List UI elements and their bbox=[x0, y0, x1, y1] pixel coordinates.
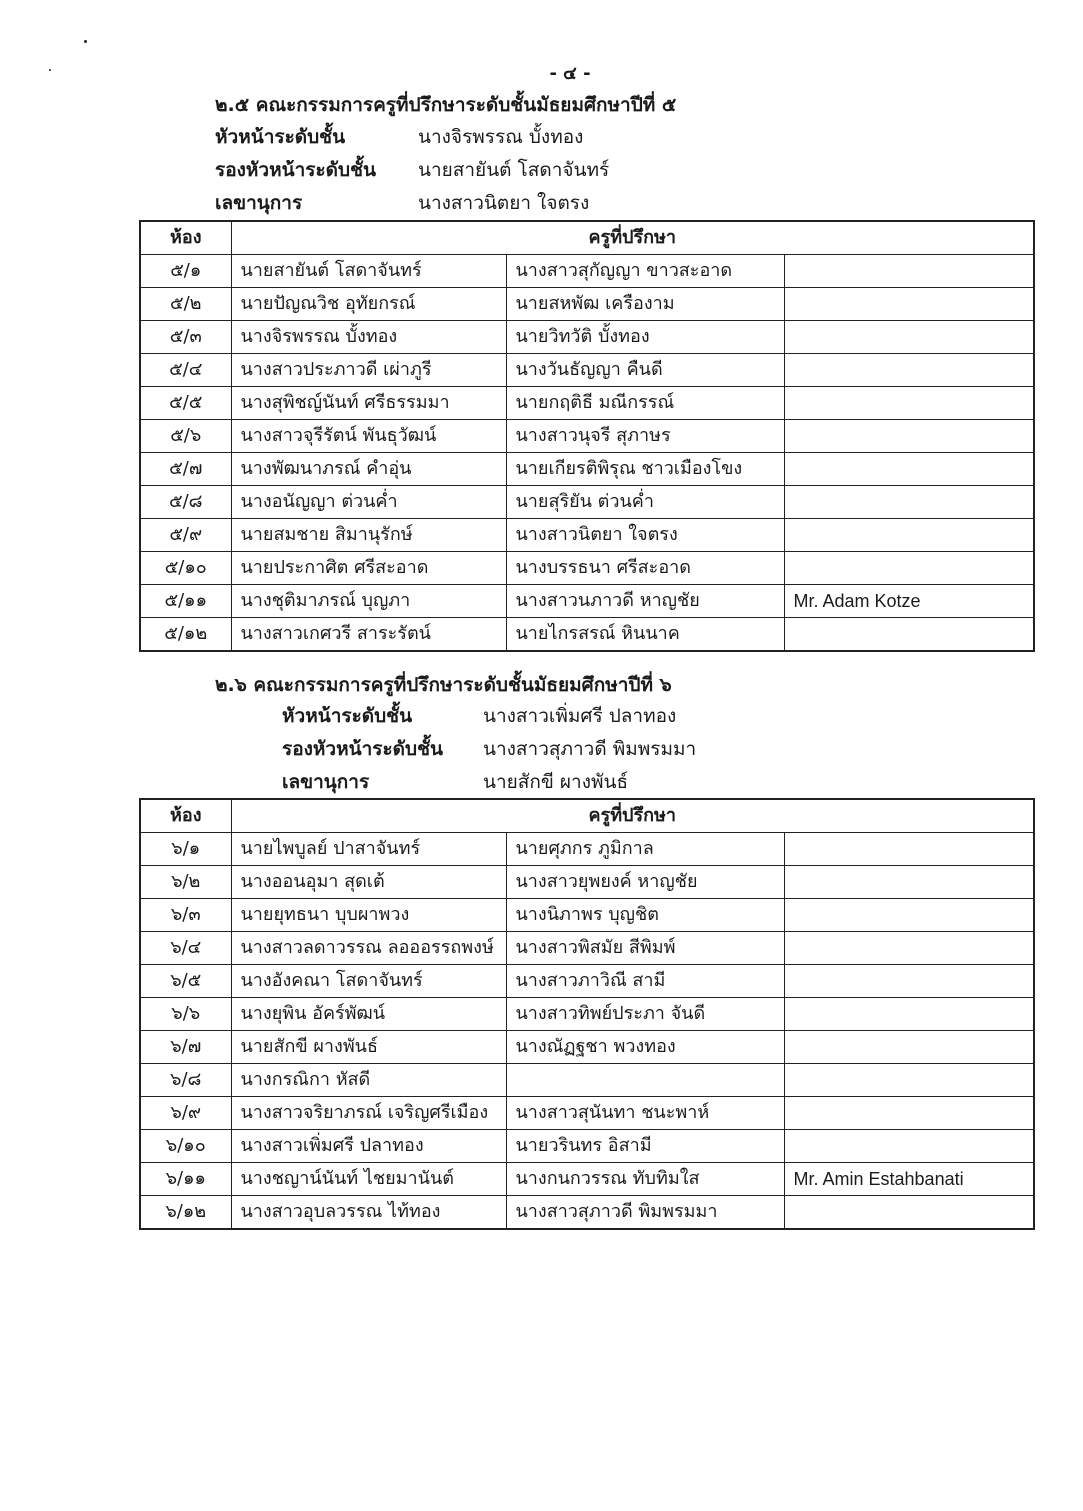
advisor-cell: นางจิรพรรณ บั้งทอง bbox=[231, 321, 506, 354]
advisor-cell: นายสหพัฒ เครืองาม bbox=[506, 288, 784, 321]
officer-row bbox=[282, 702, 882, 730]
room-cell: ๖/๓ bbox=[140, 899, 231, 932]
officer-name: นางสาวนิตยา ใจตรง bbox=[418, 192, 590, 214]
foreign-advisor-cell bbox=[784, 1064, 1034, 1097]
foreign-advisor-cell bbox=[784, 288, 1034, 321]
room-cell: ๕/๓ bbox=[140, 321, 231, 354]
foreign-advisor-cell bbox=[784, 1097, 1034, 1130]
table-row bbox=[140, 1064, 1034, 1097]
advisor-cell: นางพัฒนาภรณ์ คำอุ่น bbox=[231, 453, 506, 486]
advisor-cell: นางสาวประภาวดี เผ่าภูรี bbox=[231, 354, 506, 387]
advisor-cell: นางยุพิน อัคร์พัฒน์ bbox=[231, 998, 506, 1031]
table-row bbox=[140, 585, 1034, 618]
room-cell: ๕/๖ bbox=[140, 420, 231, 453]
foreign-advisor-cell bbox=[784, 453, 1034, 486]
advisor-cell: นางสาวเกศวรี สาระรัตน์ bbox=[231, 618, 506, 652]
room-cell: ๖/๑๑ bbox=[140, 1163, 231, 1196]
foreign-advisor-cell bbox=[784, 519, 1034, 552]
advisor-cell: นางสาวยุพยงค์ หาญชัย bbox=[506, 866, 784, 899]
advisor-cell: นางสาวทิพย์ประภา จันดี bbox=[506, 998, 784, 1031]
scan-speck bbox=[84, 40, 87, 43]
room-cell: ๖/๑๒ bbox=[140, 1196, 231, 1230]
advisor-cell: นางชญาน์นันท์ ไชยมานันต์ bbox=[231, 1163, 506, 1196]
advisor-cell: นางสาวจุรีรัตน์ พันธุวัฒน์ bbox=[231, 420, 506, 453]
table-header-row bbox=[140, 221, 1034, 255]
advisor-cell: นายศุภกร ภูมิกาล bbox=[506, 833, 784, 866]
room-cell: ๕/๑๐ bbox=[140, 552, 231, 585]
foreign-advisor-cell bbox=[784, 866, 1034, 899]
advisor-cell: นายประกาศิต ศรีสะอาด bbox=[231, 552, 506, 585]
foreign-advisor-cell bbox=[784, 932, 1034, 965]
advisor-cell: นายเกียรติพิรุณ ชาวเมืองโขง bbox=[506, 453, 784, 486]
advisor-cell: นางชุติมาภรณ์ บุญภา bbox=[231, 585, 506, 618]
foreign-advisor-cell bbox=[784, 965, 1034, 998]
officer-name: นางสาวเพิ่มศรี ปลาทอง bbox=[483, 705, 677, 727]
room-cell: ๖/๑๐ bbox=[140, 1130, 231, 1163]
table-row bbox=[140, 998, 1034, 1031]
table-row bbox=[140, 420, 1034, 453]
room-cell: ๖/๒ bbox=[140, 866, 231, 899]
room-cell: ๖/๑ bbox=[140, 833, 231, 866]
advisor-cell: นางสุพิชญ์นันท์ ศรีธรรมมา bbox=[231, 387, 506, 420]
page-number: - ๔ - bbox=[549, 63, 591, 84]
officer-role: เลขานุการ bbox=[282, 771, 370, 793]
room-cell: ๖/๘ bbox=[140, 1064, 231, 1097]
advisor-cell: นายวิทวัติ บั้งทอง bbox=[506, 321, 784, 354]
foreign-advisor-cell: Mr. Amin Estahbanati bbox=[784, 1163, 1034, 1196]
advisor-cell: นางสาวจริยาภรณ์ เจริญศรีเมือง bbox=[231, 1097, 506, 1130]
foreign-advisor-cell bbox=[784, 1130, 1034, 1163]
table-row bbox=[140, 486, 1034, 519]
room-cell: ๕/๒ bbox=[140, 288, 231, 321]
room-cell: ๕/๑ bbox=[140, 255, 231, 288]
advisor-cell: นายสายันต์ โสดาจันทร์ bbox=[231, 255, 506, 288]
officer-name: นายสายันต์ โสดาจันทร์ bbox=[418, 159, 610, 181]
table-row bbox=[140, 1130, 1034, 1163]
foreign-advisor-cell bbox=[784, 255, 1034, 288]
scan-speck bbox=[49, 69, 51, 71]
advisor-cell: นางสาวเพิ่มศรี ปลาทอง bbox=[231, 1130, 506, 1163]
officer-row bbox=[215, 189, 815, 217]
room-cell: ๖/๖ bbox=[140, 998, 231, 1031]
foreign-advisor-cell bbox=[784, 387, 1034, 420]
advisor-cell: นางสาวอุบลวรรณ ไท้ทอง bbox=[231, 1196, 506, 1230]
officer-name: นายสักขี ผางพันธ์ bbox=[483, 771, 629, 793]
table-row bbox=[140, 1031, 1034, 1064]
table-row bbox=[140, 321, 1034, 354]
advisor-cell: นายปัญณวิช อุทัยกรณ์ bbox=[231, 288, 506, 321]
table-row bbox=[140, 1163, 1034, 1196]
foreign-advisor-cell bbox=[784, 998, 1034, 1031]
advisor-table-m5 bbox=[139, 220, 1035, 652]
room-cell: ๕/๔ bbox=[140, 354, 231, 387]
table-row bbox=[140, 618, 1034, 652]
table-row bbox=[140, 833, 1034, 866]
advisor-cell: นางนิภาพร บุญชิต bbox=[506, 899, 784, 932]
table-row bbox=[140, 453, 1034, 486]
room-header: ห้อง bbox=[140, 799, 231, 833]
officer-name: นางสาวสุภาวดี พิมพรมมา bbox=[483, 738, 697, 760]
officer-role: หัวหน้าระดับชั้น bbox=[215, 126, 346, 148]
advisor-cell: นางอนัญญา ต่วนค่ำ bbox=[231, 486, 506, 519]
room-cell: ๕/๘ bbox=[140, 486, 231, 519]
advisor-cell: นางสาวนุจรี สุภาษร bbox=[506, 420, 784, 453]
advisor-cell: นางสาวพิสมัย สีพิมพ์ bbox=[506, 932, 784, 965]
table-row bbox=[140, 354, 1034, 387]
advisor-cell: นายไพบูลย์ ปาสาจันทร์ bbox=[231, 833, 506, 866]
table-row bbox=[140, 387, 1034, 420]
room-cell: ๖/๔ bbox=[140, 932, 231, 965]
room-cell: ๖/๗ bbox=[140, 1031, 231, 1064]
advisor-cell: นายกฤติธี มณีกรรณ์ bbox=[506, 387, 784, 420]
advisor-cell: นางออนอุมา สุดเต้ bbox=[231, 866, 506, 899]
officer-row bbox=[215, 123, 815, 151]
room-cell: ๕/๗ bbox=[140, 453, 231, 486]
room-cell: ๖/๙ bbox=[140, 1097, 231, 1130]
table-row bbox=[140, 552, 1034, 585]
advisor-cell bbox=[506, 1064, 784, 1097]
table-header-row bbox=[140, 799, 1034, 833]
section-heading-m6: ๒.๖ คณะกรรมการครูที่ปรึกษาระดับชั้นมัธยมศึกษาปีที่ ๖ bbox=[215, 674, 672, 696]
table-row bbox=[140, 1196, 1034, 1230]
advisors-header: ครูที่ปรึกษา bbox=[231, 221, 1034, 255]
advisor-table-m6 bbox=[139, 798, 1035, 1230]
officer-role: หัวหน้าระดับชั้น bbox=[282, 705, 413, 727]
room-cell: ๕/๙ bbox=[140, 519, 231, 552]
table-row bbox=[140, 932, 1034, 965]
section-heading-m5: ๒.๕ คณะกรรมการครูที่ปรึกษาระดับชั้นมัธยมศึกษาปีที่ ๕ bbox=[215, 94, 677, 116]
advisor-cell: นางสาวสุนันทา ชนะพาห์ bbox=[506, 1097, 784, 1130]
officer-role: รองหัวหน้าระดับชั้น bbox=[215, 159, 376, 181]
table-row bbox=[140, 288, 1034, 321]
advisor-cell: นางสาวนิตยา ใจตรง bbox=[506, 519, 784, 552]
foreign-advisor-cell bbox=[784, 420, 1034, 453]
advisor-cell: นายไกรสรณ์ หินนาค bbox=[506, 618, 784, 652]
foreign-advisor-cell bbox=[784, 618, 1034, 652]
advisor-cell: นายวรินทร อิสามี bbox=[506, 1130, 784, 1163]
officer-row bbox=[282, 735, 882, 763]
advisor-cell: นายสมชาย สิมานุรักษ์ bbox=[231, 519, 506, 552]
advisors-header: ครูที่ปรึกษา bbox=[231, 799, 1034, 833]
room-header: ห้อง bbox=[140, 221, 231, 255]
foreign-advisor-cell bbox=[784, 552, 1034, 585]
foreign-advisor-cell bbox=[784, 486, 1034, 519]
advisor-cell: นางอังคณา โสดาจันทร์ bbox=[231, 965, 506, 998]
advisor-cell: นายสุริยัน ต่วนค่ำ bbox=[506, 486, 784, 519]
table-row bbox=[140, 965, 1034, 998]
advisor-cell: นางสาวลดาวรรณ ลอออรรถพงษ์ bbox=[231, 932, 506, 965]
foreign-advisor-cell bbox=[784, 1196, 1034, 1230]
advisor-cell: นางสาวสุภาวดี พิมพรมมา bbox=[506, 1196, 784, 1230]
advisor-cell: นายยุทธนา บุบผาพวง bbox=[231, 899, 506, 932]
advisor-cell: นางกนกวรรณ ทับทิมใส bbox=[506, 1163, 784, 1196]
advisor-cell: นางบรรธนา ศรีสะอาด bbox=[506, 552, 784, 585]
advisor-cell: นางณัฏฐชา พวงทอง bbox=[506, 1031, 784, 1064]
advisor-cell: นางวันธัญญา คืนดี bbox=[506, 354, 784, 387]
officer-name: นางจิรพรรณ บั้งทอง bbox=[418, 126, 584, 148]
table-row bbox=[140, 899, 1034, 932]
foreign-advisor-cell bbox=[784, 321, 1034, 354]
room-cell: ๕/๕ bbox=[140, 387, 231, 420]
advisor-cell: นางสาวภาวิณี สามี bbox=[506, 965, 784, 998]
officer-row bbox=[282, 768, 882, 796]
advisor-cell: นางสาวสุกัญญา ขาวสะอาด bbox=[506, 255, 784, 288]
officer-role: เลขานุการ bbox=[215, 192, 303, 214]
table-row bbox=[140, 519, 1034, 552]
foreign-advisor-cell bbox=[784, 899, 1034, 932]
table-row bbox=[140, 1097, 1034, 1130]
officer-role: รองหัวหน้าระดับชั้น bbox=[282, 738, 443, 760]
officer-row bbox=[215, 156, 815, 184]
advisor-cell: นายสักขี ผางพันธ์ bbox=[231, 1031, 506, 1064]
advisor-cell: นางสาวนภาวดี หาญชัย bbox=[506, 585, 784, 618]
room-cell: ๖/๕ bbox=[140, 965, 231, 998]
foreign-advisor-cell bbox=[784, 354, 1034, 387]
room-cell: ๕/๑๒ bbox=[140, 618, 231, 652]
room-cell: ๕/๑๑ bbox=[140, 585, 231, 618]
advisor-cell: นางกรณิกา หัสดี bbox=[231, 1064, 506, 1097]
foreign-advisor-cell: Mr. Adam Kotze bbox=[784, 585, 1034, 618]
foreign-advisor-cell bbox=[784, 833, 1034, 866]
foreign-advisor-cell bbox=[784, 1031, 1034, 1064]
table-row bbox=[140, 255, 1034, 288]
table-row bbox=[140, 866, 1034, 899]
